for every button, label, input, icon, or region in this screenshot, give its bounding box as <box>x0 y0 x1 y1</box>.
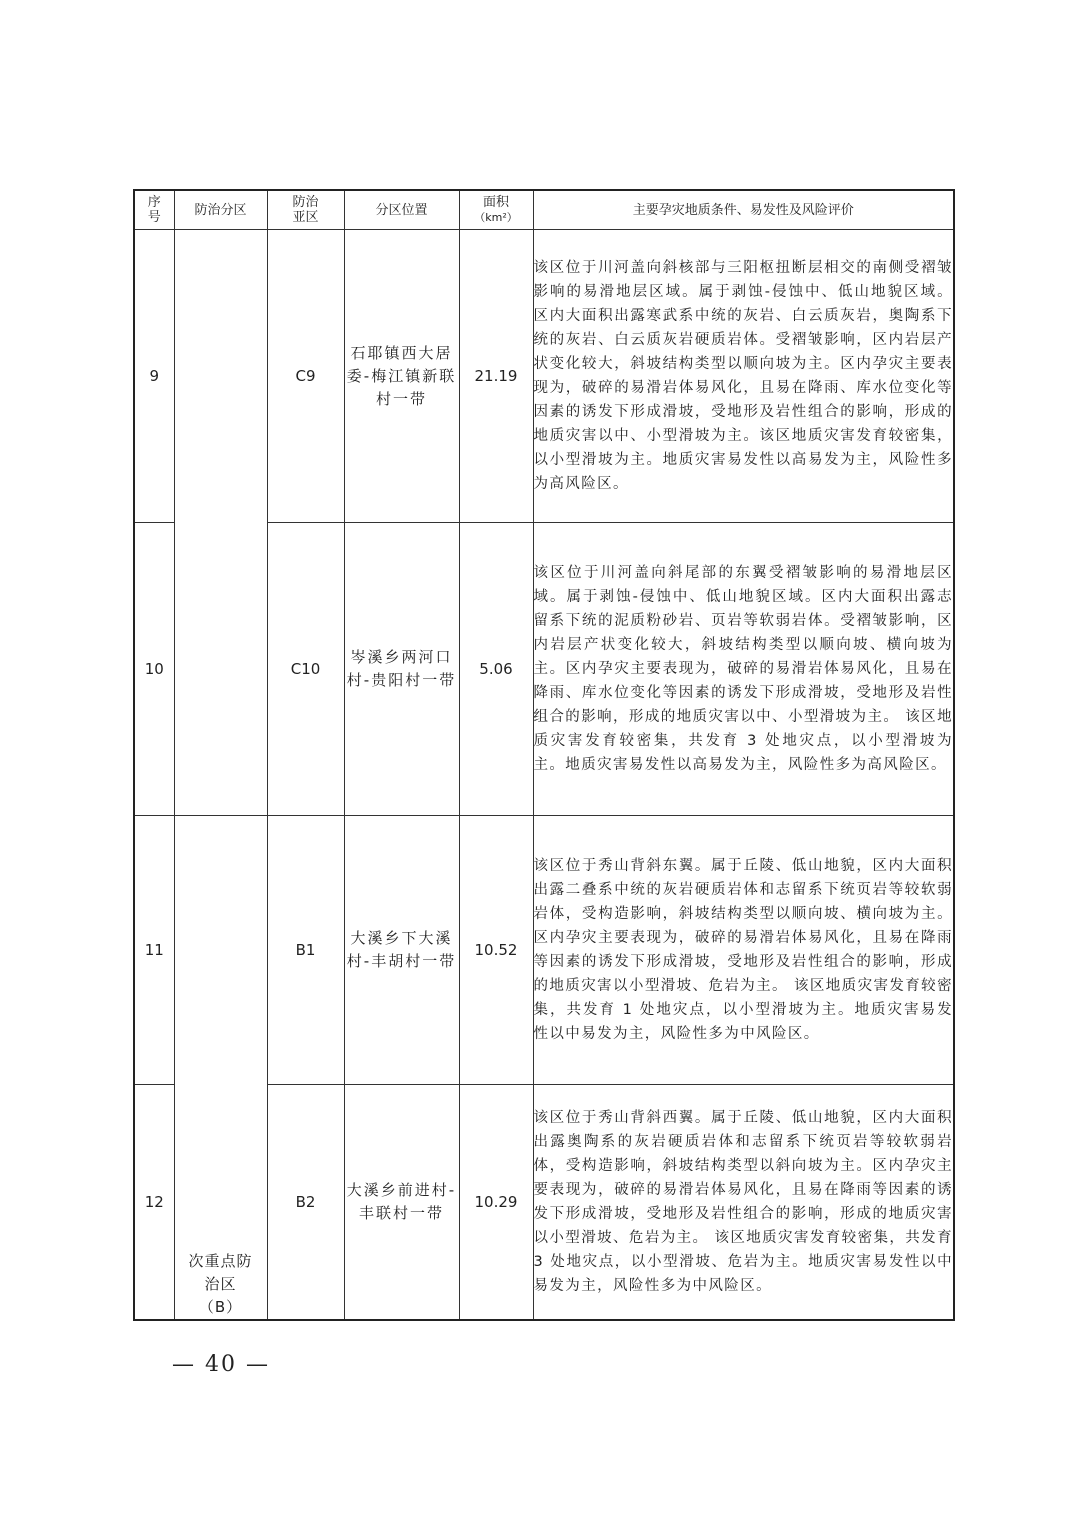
header-zone: 防治分区 <box>174 190 267 230</box>
cell-zone-b: 次重点防治区（B） <box>174 816 267 1321</box>
cell-seq: 9 <box>134 230 174 523</box>
cell-description: 该区位于秀山背斜东翼。属于丘陵、低山地貌，区内大面积出露二叠系中统的灰岩硬质岩体和志留系下统页岩等较软弱岩体，受构造影响，斜坡结构类型以顺向坡、横向坡为主。区内孕灾主要表现为，破碎的易滑岩体易风化，且易在降雨等因素的诱发下形成滑坡，受地形及岩性组合的影响，形成的地质灾害以小型滑坡、危岩为主。 该区地质灾害发育较密集，共发育 1 处地灾点，以小型滑坡为主。地质灾害易发性以中易发为主，风险性多为中风险区。 <box>533 816 954 1085</box>
cell-location: 大溪乡下大溪村-丰胡村一带 <box>344 816 459 1085</box>
header-location: 分区位置 <box>344 190 459 230</box>
table-row <box>134 230 954 523</box>
cell-subzone: B2 <box>267 1085 344 1321</box>
page-number: — 40 — <box>172 1352 270 1377</box>
cell-area: 5.06 <box>459 523 533 816</box>
cell-description: 该区位于川河盖向斜核部与三阳枢扭断层相交的南侧受褶皱影响的易滑地层区域。属于剥蚀-侵蚀中、低山地貌区域。区内大面积出露寒武系中统的灰岩、白云质灰岩，奥陶系下统的灰岩、白云质灰岩硬质岩体。受褶皱影响，区内岩层产状变化较大，斜坡结构类型以顺向坡为主。区内孕灾主要表现为，破碎的易滑岩体易风化，且易在降雨、库水位变化等因素的诱发下形成滑坡，受地形及岩性组合的影响，形成的地质灾害以中、小型滑坡为主。该区地质灾害发育较密集，以小型滑坡为主。地质灾害易发性以高易发为主，风险性多为高风险区。 <box>533 230 954 523</box>
cell-subzone: B1 <box>267 816 344 1085</box>
cell-area: 10.29 <box>459 1085 533 1321</box>
header-area-label: 面积 <box>482 195 509 210</box>
cell-area: 21.19 <box>459 230 533 523</box>
header-area <box>459 190 533 230</box>
cell-zone-c <box>174 230 267 816</box>
cell-subzone: C9 <box>267 230 344 523</box>
cell-area: 10.52 <box>459 816 533 1085</box>
cell-description: 该区位于秀山背斜西翼。属于丘陵、低山地貌，区内大面积出露奥陶系的灰岩硬质岩体和志留系下统页岩等较软弱岩体，受构造影响，斜坡结构类型以斜向坡为主。区内孕灾主要表现为，破碎的易滑岩体易风化，且易在降雨等因素的诱发下形成滑坡，受地形及岩性组合的影响，形成的地质灾害以小型滑坡、危岩为主。 该区地质灾害发育较密集，共发育 3 处地灾点，以小型滑坡、危岩为主。地质灾害易发性以中易发为主，风险性多为中风险区。 <box>533 1085 954 1321</box>
cell-seq: 12 <box>134 1085 174 1321</box>
table-header-row <box>134 190 954 230</box>
cell-location: 石耶镇西大居委-梅江镇新联村一带 <box>344 230 459 523</box>
cell-subzone: C10 <box>267 523 344 816</box>
cell-location: 岑溪乡两河口村-贵阳村一带 <box>344 523 459 816</box>
header-seq: 序号 <box>134 190 174 230</box>
cell-seq: 10 <box>134 523 174 816</box>
zoning-table <box>133 189 955 1321</box>
cell-seq: 11 <box>134 816 174 1085</box>
cell-location: 大溪乡前进村-丰联村一带 <box>344 1085 459 1321</box>
header-area-unit: （km²） <box>474 211 518 224</box>
cell-description: 该区位于川河盖向斜尾部的东翼受褶皱影响的易滑地层区域。属于剥蚀-侵蚀中、低山地貌区域。区内大面积出露志留系下统的泥质粉砂岩、页岩等软弱岩体。受褶皱影响，区内岩层产状变化较大，斜坡结构类型以顺向坡、横向坡为主。区内孕灾主要表现为，破碎的易滑岩体易风化，且易在降雨、库水位变化等因素的诱发下形成滑坡，受地形及岩性组合的影响，形成的地质灾害以中、小型滑坡为主。 该区地质灾害发育较密集，共发育 3 处地灾点，以小型滑坡为主。地质灾害易发性以高易发为主，风险性多为高风险区。 <box>533 523 954 816</box>
header-evaluation: 主要孕灾地质条件、易发性及风险评价 <box>533 190 954 230</box>
header-subzone: 防治亚区 <box>267 190 344 230</box>
table-row <box>134 816 954 1085</box>
